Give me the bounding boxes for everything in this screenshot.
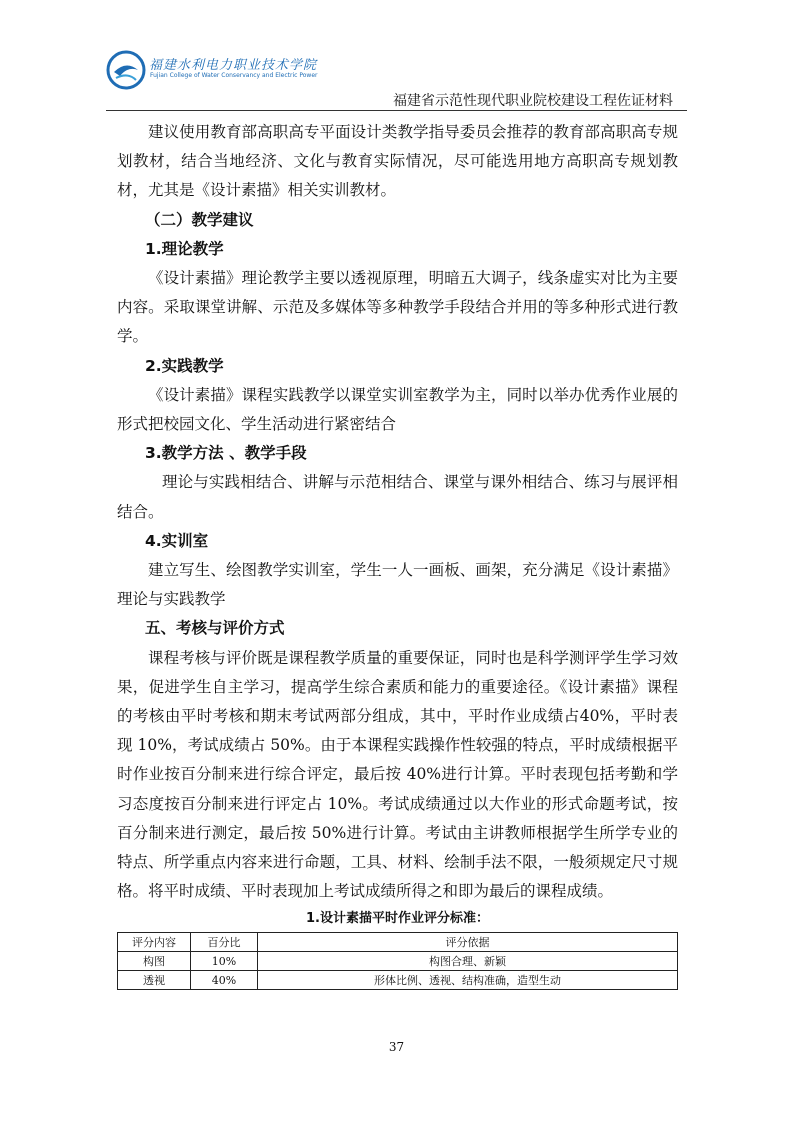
heading-method: 3.教学方法 、教学手段	[145, 444, 307, 463]
heading-lab: 4.实训室	[145, 531, 209, 550]
paragraph-theory: 《设计素描》理论教学主要以透视原理，明暗五大调子，线条虚实对比为主要内容。采取课堂讲解、示范及多媒体等多种教学手段结合并用的等多种形式进行教学。	[117, 269, 678, 346]
page-content	[117, 118, 678, 990]
college-logo	[106, 50, 318, 92]
heading-practice: 2.实践教学	[145, 356, 224, 375]
table-cell: 形体比例、透视、结构准确，造型生动	[258, 971, 678, 990]
table-cell: 透视	[118, 971, 191, 990]
table-header-cell: 评分内容	[118, 933, 191, 952]
header-divider	[106, 110, 687, 111]
table-header-row	[118, 933, 678, 952]
table-header-cell: 百分比	[191, 933, 258, 952]
paragraph-practice: 《设计素描》课程实践教学以课堂实训室教学为主，同时以举办优秀作业展的形式把校园文化、学生活动进行紧密结合	[117, 385, 678, 434]
logo-subtext: Fujian College of Water Conservancy and Electric Power	[150, 72, 318, 79]
header-title: 福建省示范性现代职业院校建设工程佐证材料	[393, 93, 673, 109]
grading-table	[117, 932, 678, 990]
paragraph-textbooks: 建议使用教育部高职高专平面设计类教学指导委员会推荐的教育部高职高专规划教材，结合当地经济、文化与教育实际情况，尽可能选用地方高职高专规划教材，尤其是《设计素描》相关实训教材。	[117, 123, 678, 200]
table-row	[118, 952, 678, 971]
paragraph-method: 理论与实践相结合、讲解与示范相结合、课堂与课外相结合、练习与展评相结合。	[117, 473, 678, 521]
heading-assessment: 五、考核与评价方式	[145, 619, 285, 638]
paragraph-assessment: 课程考核与评价既是课程教学质量的重要保证，同时也是科学测评学生学习效果，促进学生自主学习，提高学生综合素质和能力的重要途径。《设计素描》课程的考核由平时考核和期末考试两部分组成，其中，平时作业成绩占40%，平时表现 10%，考试成绩占 50%。由于本课程实践操作性较强的特点，平时成绩根据平时作业按百分制来进行综合评定，最后按 40%进行计算。平时表现包括考勤和学习态度按百分制来进行评定占 10%。考试成绩通过以大作业的形式命题考试，按百分制来进行测定，最后按 50%进行计算。考试由主讲教师根据学生所学专业的特点、所学重点内容来进行命题，工具、材料、绘制手法不限，一般须规定尺寸规格。将平时成绩、平时表现加上考试成绩所得之和即为最后的课程成绩。	[117, 648, 678, 901]
table-header-cell: 评分依据	[258, 933, 678, 952]
table-caption: 1.设计素描平时作业评分标准：	[306, 911, 489, 927]
table-row	[118, 971, 678, 990]
table-cell: 10%	[191, 952, 258, 971]
heading-teaching-advice: （二）教学建议	[145, 210, 254, 229]
table-cell: 构图合理、新颖	[258, 952, 678, 971]
table-cell: 40%	[191, 971, 258, 990]
page-number: 37	[388, 1040, 405, 1054]
logo-text: 福建水利电力职业技术学院	[149, 58, 318, 73]
logo-emblem-icon	[106, 50, 146, 90]
paragraph-lab: 建立写生、绘图教学实训室，学生一人一画板、画架，充分满足《设计素描》理论与实践教学	[117, 561, 678, 609]
heading-theory: 1.理论教学	[145, 239, 224, 258]
table-cell: 构图	[118, 952, 191, 971]
